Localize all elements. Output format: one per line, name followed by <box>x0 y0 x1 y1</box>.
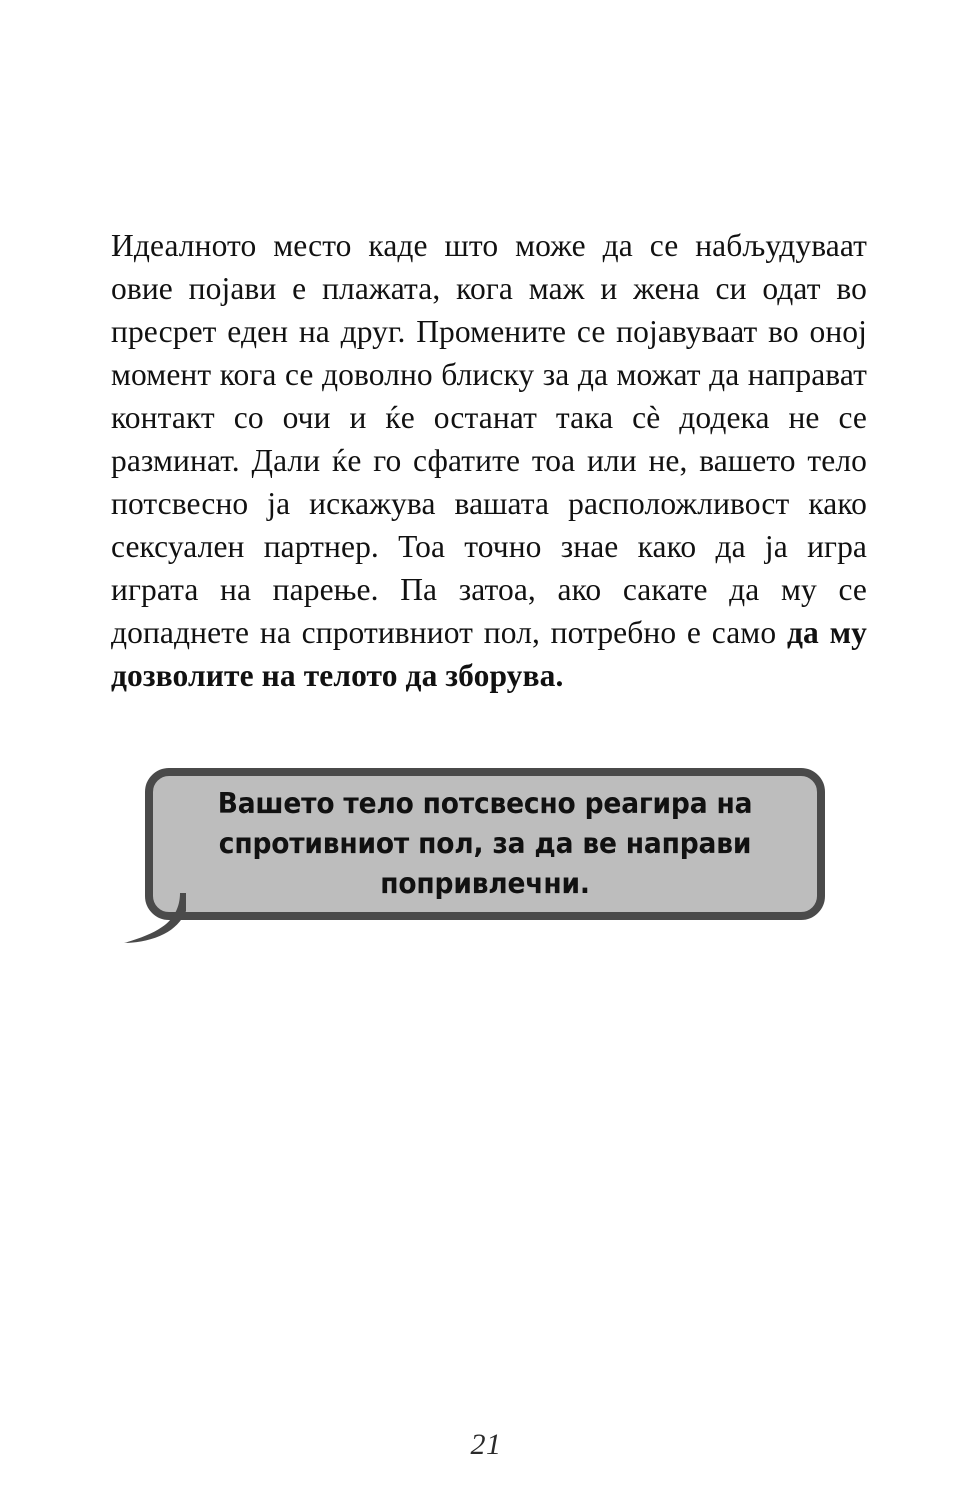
paragraph-emphasis-text: да му дозволите на телото да зборува. <box>111 614 867 693</box>
speech-bubble-callout <box>145 768 825 920</box>
callout-text: Вашето тело потсвесно реагира на спротивниот пол, за да ве направи попривлечни. <box>217 787 753 900</box>
page-number: 21 <box>470 1428 502 1461</box>
body-paragraph <box>111 224 867 697</box>
paragraph-main-text: Идеалното место каде што може да се набљудуваат овие појави е плажата, кога маж и жена си одат во пресрет еден на друг. Промените се појавуваат во оној момент кога се доволно блиску за да можат да направат контакт со очи и ќе останат така сè додека не се разминат. Дали ќе го сфатите тоа или не, вашето тело потсвесно ја искажува вашата расположливост како сексуален партнер. Тоа точно знае како да ја игра играта на парење. Па затоа, ако сакате да му се допаднете на спротивниот пол, потребно е само <box>111 227 867 650</box>
